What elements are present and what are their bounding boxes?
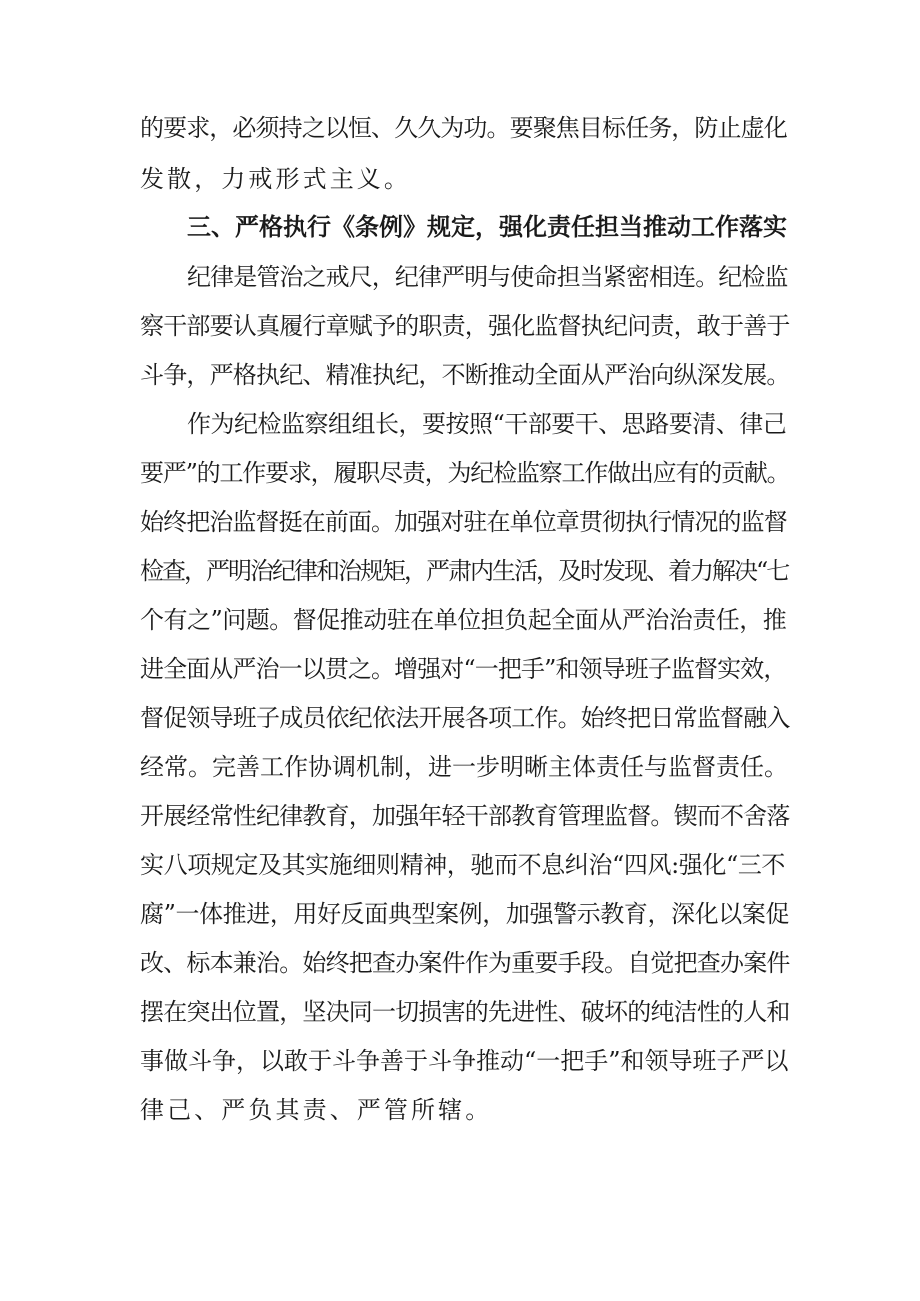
text-line: 摆在突出位置，坚决同一切损害的先进性、破坏的纯洁性的人和: [140, 998, 790, 1026]
text-line: 作为纪检监察组组长，要按照“干部要干、思路要清、律己: [187, 410, 787, 438]
text-line: 的要求，必须持之以恒、久久为功。要聚焦目标任务，防止虚化: [140, 114, 787, 142]
text-line: 督促领导班子成员依纪依法开展各项工作。始终把日常监督融入: [140, 704, 790, 732]
text-line: 察干部要认真履行章赋予的职责，强化监督执纪问责，敢于善于: [140, 312, 790, 340]
text-line: 要严”的工作要求，履职尽责，为纪检监察工作做出应有的贡献。: [140, 459, 790, 487]
text-line: 经常。完善工作协调机制，进一步明晰主体责任与监督责任。: [140, 753, 788, 781]
text-line: 斗争，严格执纪、精准执纪，不断推动全面从严治向纵深发展。: [140, 361, 790, 389]
text-line: 开展经常性纪律教育，加强年轻干部教育管理监督。锲而不舍落: [140, 802, 790, 830]
text-line: 纪律是管治之戒尺，纪律严明与使命担当紧密相连。纪检监: [187, 263, 788, 291]
text-line: 腐”一体推进，用好反面典型案例，加强警示教育，深化以案促: [140, 900, 790, 928]
section-heading: 三、严格执行《条例》规定，强化责任担当推动工作落实: [187, 213, 787, 241]
text-line: 事做斗争，以敢于斗争善于斗争推动“一把手”和领导班子严以: [140, 1047, 789, 1075]
text-line: 律己、严负其责、严管所辖。: [140, 1096, 493, 1124]
text-line: 个有之”问题。督促推动驻在单位担负起全面从严治治责任，推: [140, 606, 787, 634]
text-line: 始终把治监督挺在前面。加强对驻在单位章贯彻执行情况的监督: [140, 508, 787, 536]
text-line: 改、标本兼治。始终把查办案件作为重要手段。自觉把查办案件: [140, 949, 790, 977]
text-line: 检查，严明治纪律和治规矩，严肃内生活，及时发现、着力解决“七: [140, 557, 789, 585]
text-line: 发散，力戒形式主义。: [140, 165, 411, 193]
text-line: 进全面从严治一以贯之。增强对“一把手”和领导班子监督实效，: [140, 655, 787, 683]
text-line: 实八项规定及其实施细则精神，驰而不息纠治“四风:强化“三不: [140, 851, 786, 879]
